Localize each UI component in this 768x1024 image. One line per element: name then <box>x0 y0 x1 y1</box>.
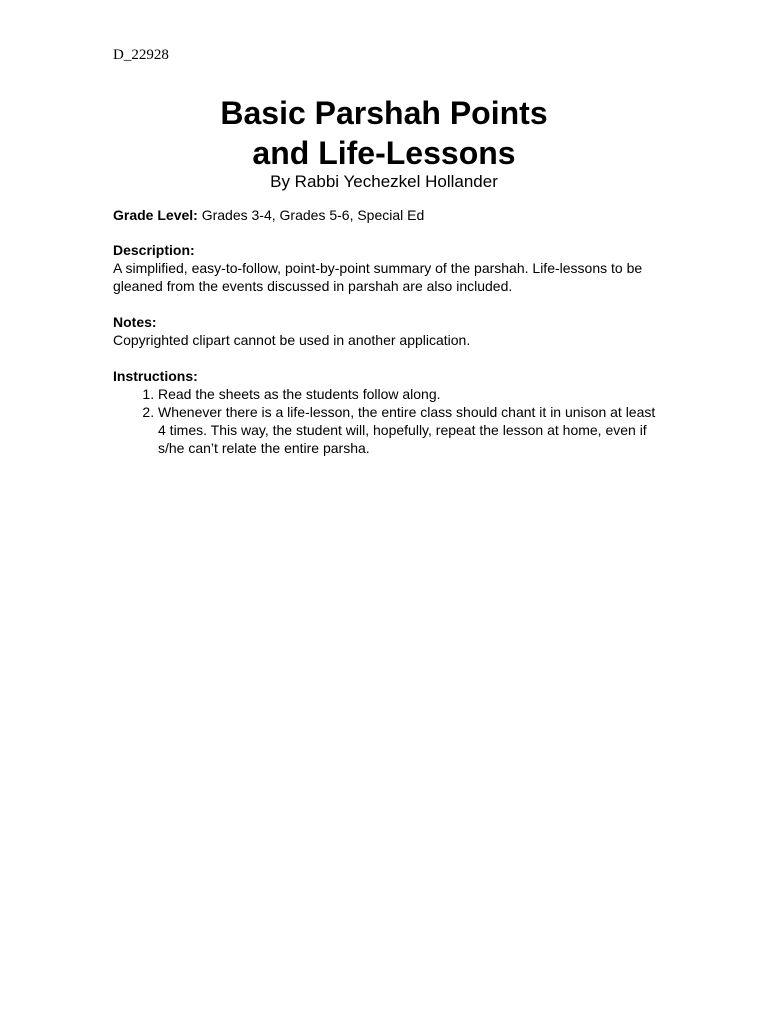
instruction-item-1: 1. Read the sheets as the students follow along. <box>158 385 658 403</box>
title-line-1: Basic Parshah Points <box>220 95 548 131</box>
description-text: A simplified, easy-to-follow, point-by-point summary of the parshah. Life-lessons to be gleaned from the events discussed in parshah are also included. <box>113 260 643 294</box>
grade-level-section <box>113 206 658 224</box>
grade-level-label: Grade Level: <box>113 207 198 223</box>
notes-section <box>113 313 658 349</box>
title-line-2: and Life-Lessons <box>252 135 516 171</box>
instruction-item-2: 2. Whenever there is a life-lesson, the entire class should chant it in unison at least 4 times. This way, the student will, hopefully, repeat the lesson at home, even if s/he can’t relate the entire parsha. <box>158 403 658 457</box>
author-byline: By Rabbi Yechezkel Hollander <box>270 172 498 191</box>
notes-text: Copyrighted clipart cannot be used in another application. <box>113 332 471 348</box>
instructions-label: Instructions: <box>113 368 198 384</box>
instructions-list <box>113 385 658 457</box>
grade-level-value: Grades 3-4, Grades 5-6, Special Ed <box>201 207 425 223</box>
page-title <box>0 93 768 173</box>
instructions-section <box>113 367 658 457</box>
description-section <box>113 241 658 295</box>
notes-label: Notes: <box>113 314 157 330</box>
description-label: Description: <box>113 242 195 258</box>
document-id: D_22928 <box>113 47 169 63</box>
